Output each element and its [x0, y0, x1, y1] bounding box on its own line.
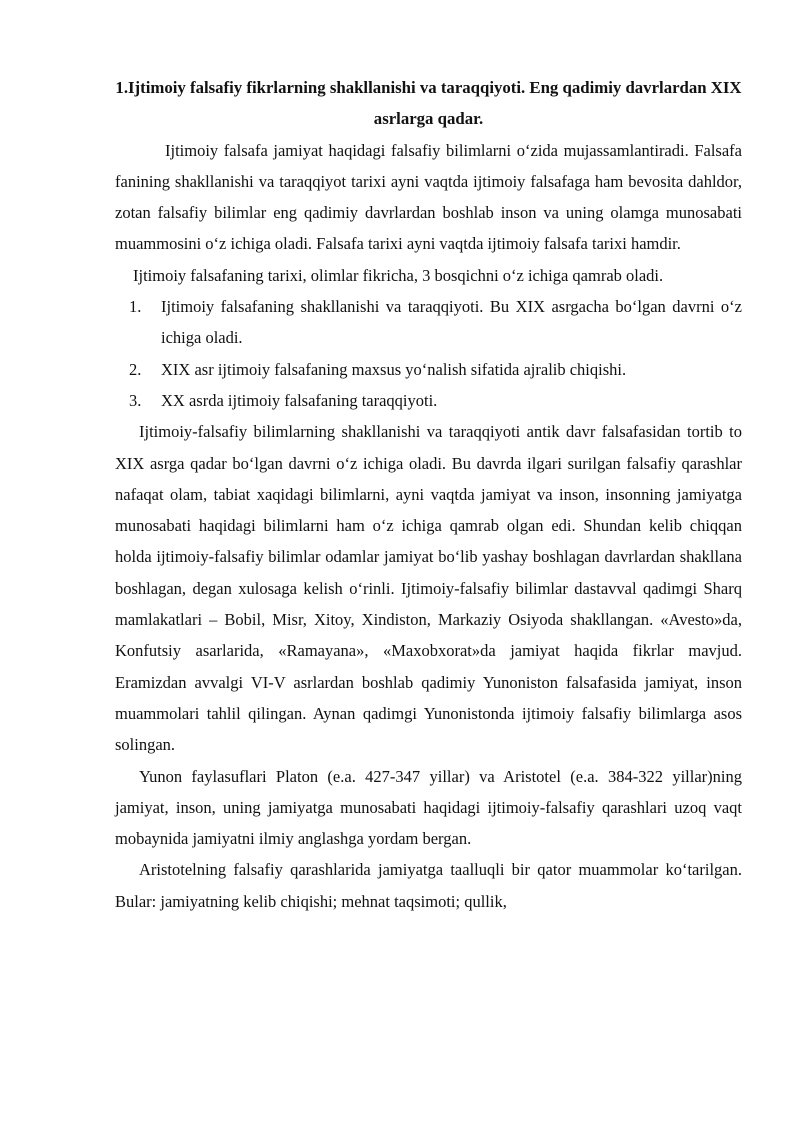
list-item	[129, 385, 742, 416]
list-item	[129, 291, 742, 354]
document-page	[115, 72, 742, 917]
stages-list	[115, 291, 742, 416]
intro-paragraph: Ijtimoiy falsafa jamiyat haqidagi falsafiy bilimlarni o‘zida mujassamlantiradi. Falsafa fanining shakllanishi va taraqqiyot tarixi ayni vaqtda ijtimoiy falsafaga ham bevosita dahldor, zotan falsafiy bilimlar eng qadimiy davrlardan boshlab inson va uning olamga munosabati muammosini o‘z ichiga oladi. Falsafa tarixi ayni vaqtda ijtimoiy falsafa tarixi hamdir.	[115, 140, 742, 254]
list-item-text: XIX asr ijtimoiy falsafaning maxsus yo‘nalish sifatida ajralib chiqishi.	[161, 359, 627, 379]
list-number: 3.	[129, 390, 142, 410]
body-paragraph: Yunon faylasuflari Platon (e.a. 427-347 yillar) va Aristotel (e.a. 384-322 yillar)ning jamiyat, inson, uning jamiyatga munosabati haqidagi ijtimoiy-falsafiy qarashlari uzoq vaqt mobaynida jamiyatni ilmiy anglashga yordam bergan.	[115, 766, 742, 849]
body-paragraph: Aristotelning falsafiy qarashlarida jamiyatga taalluqli bir qator muammolar ko‘tarilgan. Bular: jamiyatning kelib chiqishi; mehnat taqsimoti; qullik,	[115, 860, 742, 911]
list-item	[129, 354, 742, 385]
body-paragraph: Ijtimoiy-falsafiy bilimlarning shakllanishi va taraqqiyoti antik davr falsafasidan tortib to XIX asrga qadar bo‘lgan davrni o‘z ichiga oladi. Bu davrda ilgari surilgan falsafiy qarashlar nafaqat olam, tabiat xaqidagi bilimlarni, ayni vaqtda jamiyat va inson, insonning jamiyatga munosabati haqidagi bilimlarni ham o‘z ichiga qamrab olgan edi. Shundan kelib chiqqan holda ijtimoiy-falsafiy bilimlar odamlar jamiyat bo‘lib yashay boshlagan davrlardan shakllana boshlagan, degan xulosaga kelish o‘rinli. Ijtimoiy-falsafiy bilimlar dastavval qadimgi Sharq mamlakatlari – Bobil, Misr, Xitoy, Xindiston, Markaziy Osiyoda shakllangan. «Avesto»da, Konfutsiy asarlarida, «Ramayana», «Maxobxorat»da jamiyat haqida fikrlar mavjud. Eramizdan avvalgi VI-V asrlardan boshlab qadimiy Yunoniston falsafasida jamiyat, inson muammolari tahlil qilingan. Aynan qadimgi Yunonistonda ijtimoiy falsafiy bilimlarga asos solingan.	[115, 422, 742, 755]
section-title: 1.Ijtimoiy falsafiy fikrlarning shakllanishi va taraqqiyoti. Eng qadimiy davrlardan XIX asrlarga qadar.	[115, 78, 742, 129]
list-number: 2.	[129, 359, 142, 379]
list-item-text: XX asrda ijtimoiy falsafaning taraqqiyoti.	[161, 390, 438, 410]
list-item-text: Ijtimoiy falsafaning shakllanishi va taraqqiyoti. Bu XIX asrgacha bo‘lgan davrni o‘z ichiga oladi.	[161, 297, 742, 348]
stages-paragraph: Ijtimoiy falsafaning tarixi, olimlar fikricha, 3 bosqichni o‘z ichiga qamrab oladi.	[133, 265, 664, 285]
list-number: 1.	[129, 297, 142, 317]
